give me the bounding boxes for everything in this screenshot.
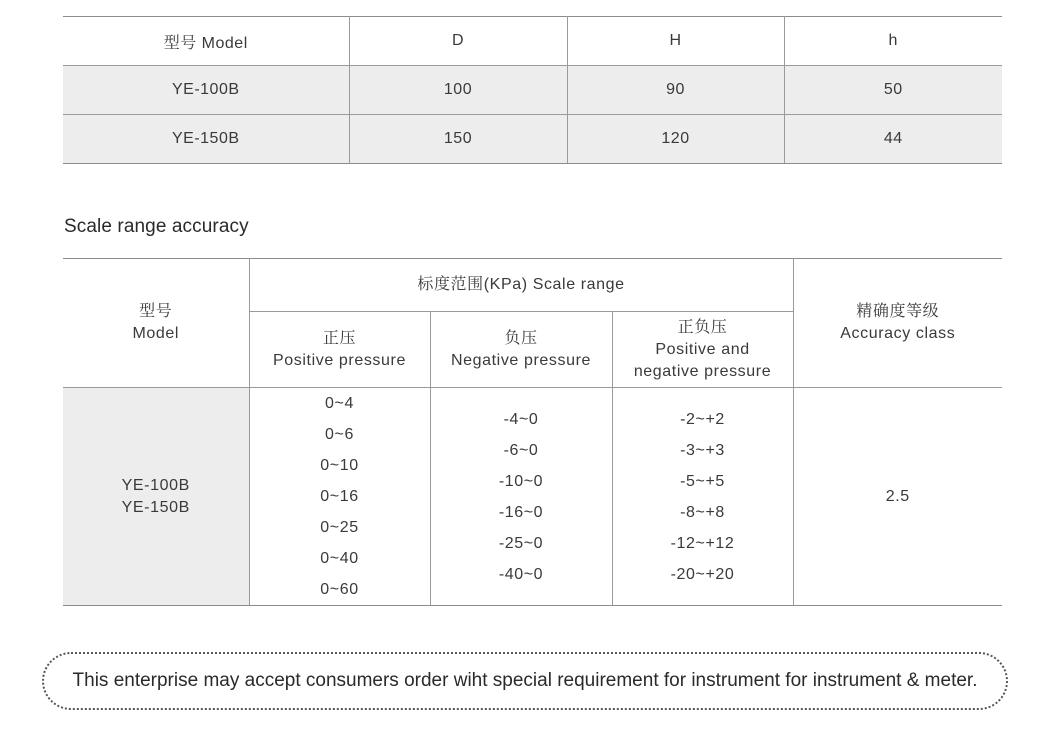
- note-text: This enterprise may accept consumers order wiht special requirement for instrument for instrument & meter.: [72, 670, 978, 691]
- dimensions-table: [63, 16, 1002, 164]
- positive-value: 0~40: [320, 550, 359, 567]
- header-h-upper: H: [567, 17, 784, 66]
- posneg-value: -20~+20: [670, 565, 735, 583]
- table-row: [63, 115, 1002, 164]
- positive-value: 0~25: [320, 519, 359, 536]
- posneg-value: -12~+12: [670, 534, 735, 552]
- positive-header-en: Positive pressure: [273, 351, 406, 369]
- negative-value: -6~0: [503, 441, 539, 459]
- posneg-value: -8~+8: [680, 503, 725, 521]
- negative-value: -10~0: [498, 472, 544, 490]
- negative-value: -16~0: [498, 503, 544, 521]
- cell-h-lower: 50: [784, 66, 1002, 115]
- cell-h-lower: 44: [784, 115, 1002, 164]
- models-cell: [63, 388, 249, 606]
- positive-value: 0~6: [325, 426, 354, 443]
- accuracy-header-en: Accuracy class: [840, 325, 956, 342]
- negative-values-cell: [430, 388, 612, 606]
- posneg-value: -3~+3: [680, 441, 725, 459]
- scale-range-table: [63, 258, 1002, 606]
- posneg-header-en-1: Positive and: [655, 340, 750, 358]
- model-header-en: Model: [132, 325, 180, 342]
- negative-value: -40~0: [498, 565, 544, 583]
- model-header-cn: 型号: [139, 303, 173, 320]
- scale-range-header: 标度范围(KPa) Scale range: [249, 259, 793, 312]
- posneg-values-cell: [612, 388, 793, 606]
- posneg-value: -2~+2: [680, 410, 725, 428]
- cell-d: 100: [349, 66, 567, 115]
- positive-value: 0~10: [320, 457, 359, 474]
- header-d: D: [349, 17, 567, 66]
- negative-value: -4~0: [503, 410, 539, 428]
- positive-header: [249, 312, 430, 388]
- section-title: Scale range accuracy: [64, 216, 249, 237]
- model-header: [63, 259, 249, 388]
- scale-header-row-1: [63, 259, 1002, 312]
- accuracy-header: [793, 259, 1002, 388]
- accuracy-header-cn: 精确度等级: [856, 303, 940, 320]
- negative-header: [430, 312, 612, 388]
- dimensions-header-row: [63, 17, 1002, 66]
- model-name: YE-100B: [121, 476, 190, 494]
- posneg-value: -5~+5: [680, 472, 725, 490]
- table-row: [63, 66, 1002, 115]
- positive-value: 0~4: [325, 395, 354, 412]
- positive-header-cn: 正压: [322, 329, 357, 347]
- cell-model: YE-100B: [63, 66, 349, 115]
- positive-values-cell: [249, 388, 430, 606]
- model-name: YE-150B: [121, 498, 190, 516]
- cell-model: YE-150B: [63, 115, 349, 164]
- negative-header-en: Negative pressure: [450, 351, 592, 369]
- accuracy-value: 2.5: [793, 388, 1002, 606]
- negative-value: -25~0: [498, 534, 544, 552]
- posneg-header-en-2: negative pressure: [633, 362, 772, 380]
- negative-header-cn: 负压: [504, 329, 538, 347]
- scale-data-row: [63, 388, 1002, 606]
- positive-value: 0~16: [320, 488, 359, 505]
- note-box: [42, 652, 1008, 710]
- cell-h-upper: 90: [567, 66, 784, 115]
- cell-d: 150: [349, 115, 567, 164]
- header-h-lower: h: [784, 17, 1002, 66]
- posneg-header: [612, 312, 793, 388]
- cell-h-upper: 120: [567, 115, 784, 164]
- posneg-header-cn: 正负压: [677, 318, 728, 336]
- header-model: 型号 Model: [63, 17, 349, 66]
- positive-value: 0~60: [320, 581, 359, 598]
